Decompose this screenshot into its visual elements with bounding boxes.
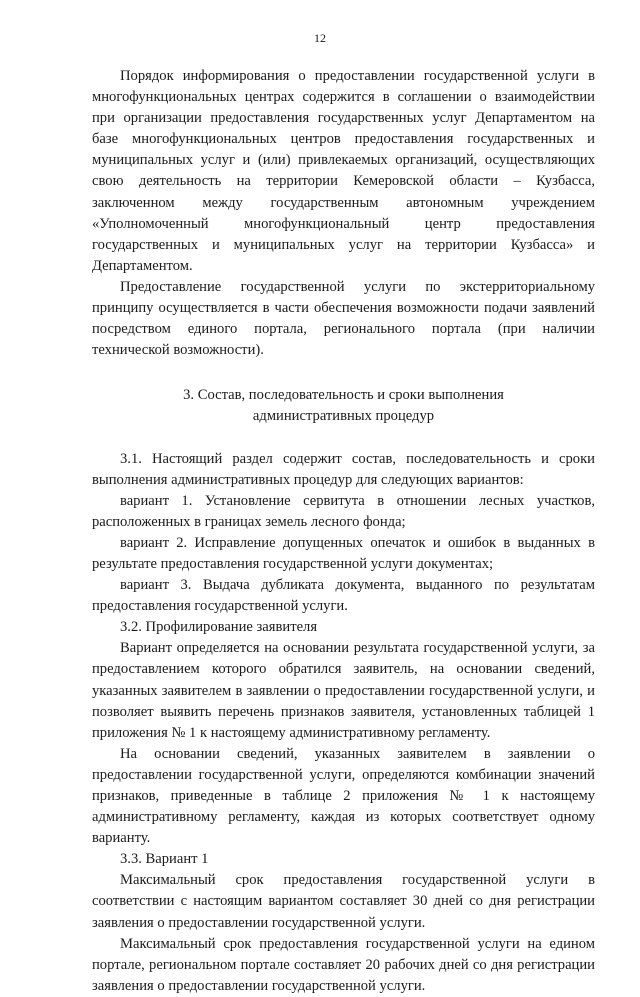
paragraph-3-3-heading: 3.3. Вариант 1: [120, 851, 209, 868]
page-number: 12: [314, 31, 326, 45]
paragraph-3-1: 3.1. Настоящий раздел содержит состав, последовательность и сроки выполнения административных процедур для следующих вариантов:: [92, 450, 595, 488]
paragraph-mfc-informing: Порядок информирования о предоставлении государственной услуги в многофункциональных центрах содержится в соглашении о взаимодействии при организации предоставления государственных услуг Департаментом на базе многофункциональных центров предоставления государственных и муниципальных услуг и (или) привлекаемых организаций, осуществляющих свою деятельность на территории Кемеровской области – Кузбасса, заключенном между государственным автономным учреждением «Уполномоченный многофункциональный центр предоставления государственных и муниципальных услуг на территории Кузбасса» и Департаментом.: [92, 68, 595, 274]
paragraph-max-term-2: Максимальный срок предоставления государственной услуги на едином портале, региональном портале составляет 20 рабочих дней со дня регистрации заявления о предоставлении государственной услуги.: [92, 935, 595, 994]
paragraph-variant-2: вариант 2. Исправление допущенных опечаток и ошибок в выданных в результате предоставления государственной услуги документах;: [92, 534, 595, 572]
document-body: [92, 66, 595, 997]
paragraph-variant-1: вариант 1. Установление сервитута в отношении лесных участков, расположенных в границах земель лесного фонда;: [92, 492, 595, 530]
paragraph-max-term-1: Максимальный срок предоставления государственной услуги в соответствии с настоящим вариантом составляет 30 дней со дня регистрации заявления о предоставлении государственной услуги.: [92, 872, 595, 931]
paragraph-profiling-2: На основании сведений, указанных заявителем в заявлении о предоставлении государственной услуги, определяются комбинации значений признаков, приведенные в таблице 2 приложения № 1 к настоящему административному регламенту, каждая из которых соответствует одному варианту.: [92, 745, 595, 847]
section-heading-line-2: административных процедур: [252, 408, 435, 425]
section-heading: [92, 385, 595, 427]
paragraph-profiling-1: Вариант определяется на основании результата государственной услуги, за предоставлением которого обратился заявитель, на основании сведений, указанных заявителем в заявлении о предоставлении государственной услуги, и позволяет выявить перечень признаков заявителя, установленных таблицей 1 приложения № 1 к настоящему административному регламенту.: [92, 640, 595, 741]
paragraph-variant-3: вариант 3. Выдача дубликата документа, выданного по результатам предоставления государственной услуги.: [92, 577, 595, 615]
section-heading-line-1: 3. Состав, последовательность и сроки выполнения: [183, 387, 504, 404]
paragraph-3-2-heading: 3.2. Профилирование заявителя: [120, 619, 318, 636]
paragraph-extraterritorial: Предоставление государственной услуги по экстерриториальному принципу осуществляется в части обеспечения возможности подачи заявлений посредством единого портала, регионального портала (при наличии технической возможности).: [92, 278, 595, 359]
